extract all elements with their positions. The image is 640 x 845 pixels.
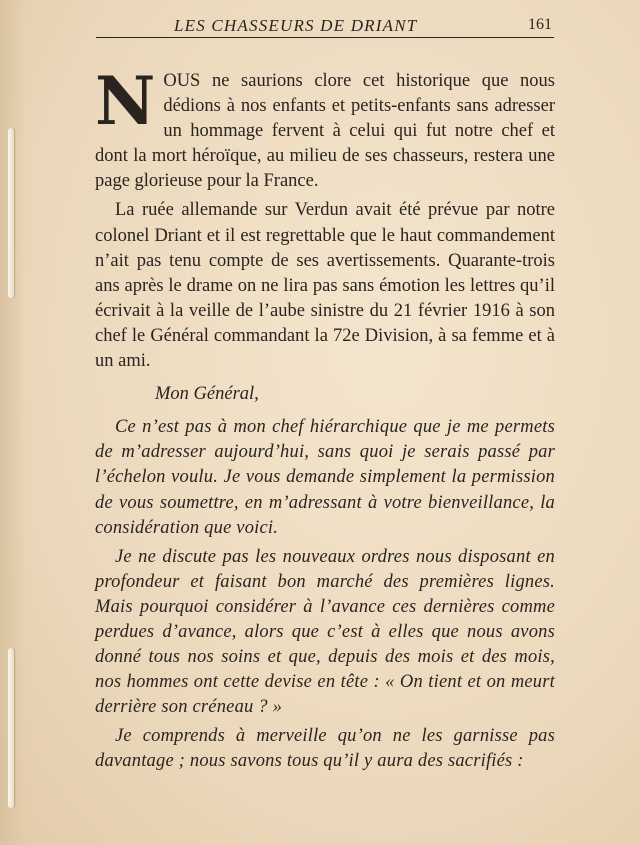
- page-header: [96, 10, 554, 38]
- drop-cap: N: [95, 62, 156, 140]
- running-title: LES CHASSEURS DE DRIANT: [174, 16, 418, 35]
- letter-paragraph-2: Je ne discute pas les nouveaux ordres nous disposant en profondeur et faisant bon marché des premières lignes. Mais pourquoi considérer à l’avance ces dernières comme perdues d’avance, alors que c’est à elles que nous avons donné tous nos soins et que, depuis des mois et des mois, nos hommes ont cette devise en tête : « On tient et on meurt derrière son créneau ? »: [95, 546, 555, 718]
- intro-paragraph-1: [95, 62, 555, 194]
- page-number: 161: [528, 16, 552, 33]
- letter-paragraph-3: Je comprends à merveille qu’on ne les garnisse pas davantage ; nous savons tous qu’il y aura des sacrifiés :: [95, 726, 555, 772]
- binding-thread-top: [8, 128, 14, 298]
- binding-thread-bottom: [8, 648, 14, 808]
- intro-paragraph-1-text: OUS ne saurions clore cet historique que nous dédions à nos enfants et petits-enfants sans adresser un hommage fervent à celui qui fut notre chef et dont la mort héroïque, au milieu de ses chasseurs, restera une page glorieuse pour la France.: [95, 71, 555, 192]
- page-body: [95, 62, 555, 775]
- intro-paragraph-2: La ruée allemande sur Verdun avait été prévue par notre colonel Driant et il est regrettable que le haut commandement n’ait pas tenu compte de ses avertissements. Quarante-trois ans après le drame on ne lira pas sans émotion les lettres qu’il écrivait à la veille de l’aube sinistre du 21 février 1916 à son chef le Général commandant la 72e Division, à sa femme et à un ami.: [95, 200, 555, 372]
- letter-salutation: Mon Général,: [155, 384, 259, 405]
- letter-paragraph-1: Ce n’est pas à mon chef hiérarchique que je me permets de m’adresser aujourd’hui, sans quoi je serais passé par l’échelon voulu. Je vous demande simplement la permission de vous soumettre, en m’adressant à votre bienveillance, la considération que voici.: [95, 417, 555, 538]
